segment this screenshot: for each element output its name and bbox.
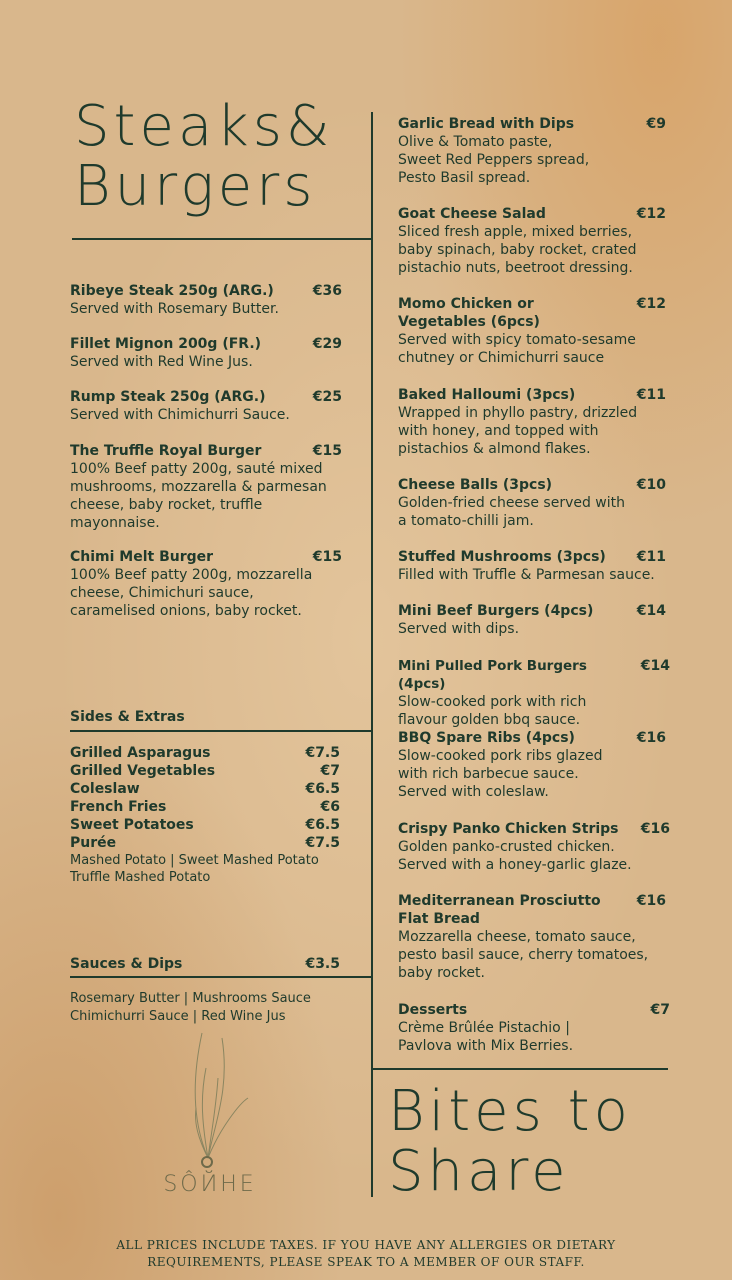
menu-item (398, 548, 666, 584)
item-description: Crème Brûlée Pistachio | Pavlova with Mix Berries. (398, 1020, 574, 1054)
menu-item (398, 657, 670, 729)
item-price: €10 (636, 477, 666, 493)
item-price: €9 (646, 116, 666, 132)
sauces-heading: Sauces & Dips (70, 956, 183, 972)
side-price: €7.5 (305, 745, 340, 761)
menu-item (70, 442, 342, 532)
item-price: €7 (650, 1002, 670, 1018)
footer-line-1: ALL PRICES INCLUDE TAXES. IF YOU HAVE ANY ALLERGIES OR DIETARY (116, 1238, 616, 1252)
bites-divider (372, 1068, 668, 1070)
title-line-1: Bites to (388, 1079, 632, 1144)
item-name: Mini Beef Burgers (4pcs) (398, 603, 594, 619)
menu-item (398, 295, 666, 367)
side-name: Coleslaw (70, 781, 140, 797)
item-description: Filled with Truffle & Parmesan sauce. (398, 567, 655, 583)
item-price: €12 (636, 206, 666, 222)
item-description: Golden-fried cheese served with a tomato-chilli jam. (398, 495, 626, 529)
logo-text: SÔЙHE (163, 1172, 257, 1197)
item-name: Goat Cheese Salad (398, 206, 546, 222)
sauces-list (70, 990, 360, 1026)
menu-item (398, 729, 666, 801)
item-description: Golden panko-crusted chicken. Served with a honey-garlic glaze. (398, 839, 632, 873)
sides-heading: Sides & Extras (70, 709, 185, 725)
sauces-divider (70, 976, 372, 978)
menu-item (398, 1001, 670, 1055)
side-item (70, 816, 340, 834)
menu-item (398, 115, 666, 187)
item-name: Stuffed Mushrooms (3pcs) (398, 549, 606, 565)
side-price: €7 (320, 763, 340, 779)
column-divider (371, 112, 373, 1197)
item-name: Rump Steak 250g (ARG.) (70, 389, 266, 405)
item-price: €15 (312, 549, 342, 565)
side-item (70, 780, 340, 798)
puree-options-1: Mashed Potato | Sweet Mashed Potato (70, 853, 319, 868)
puree-options-2: Truffle Mashed Potato (70, 870, 211, 885)
side-name: French Fries (70, 799, 167, 815)
item-price: €11 (636, 387, 666, 403)
title-line-2: Burgers (74, 154, 317, 219)
menu-item (70, 282, 342, 318)
item-description: Slow-cooked pork ribs glazed with rich barbecue sauce. Served with coleslaw. (398, 748, 603, 800)
item-description: Sliced fresh apple, mixed berries, baby spinach, baby rocket, crated pistachio nuts, beetroot dressing. (398, 224, 637, 276)
sauces-price: €3.5 (305, 956, 340, 972)
menu-item (398, 386, 666, 458)
side-name: Grilled Vegetables (70, 763, 216, 779)
item-description: Served with dips. (398, 621, 520, 637)
sauces-header (70, 955, 340, 973)
item-price: €16 (636, 893, 666, 909)
leaf-icon (160, 1028, 260, 1168)
menu-item (398, 476, 666, 530)
sides-list (70, 744, 340, 886)
item-name: Ribeye Steak 250g (ARG.) (70, 283, 274, 299)
sauces-line-2: Chimichurri Sauce | Red Wine Jus (70, 1009, 286, 1024)
item-name: Momo Chicken or Vegetables (6pcs) (398, 296, 540, 330)
side-name: Grilled Asparagus (70, 745, 211, 761)
item-description: Served with Red Wine Jus. (70, 354, 253, 370)
side-name: Sweet Potatoes (70, 817, 194, 833)
side-price: €7.5 (305, 835, 340, 851)
item-name: Baked Halloumi (3pcs) (398, 387, 576, 403)
menu-item (398, 820, 670, 874)
item-description: Slow-cooked pork with rich flavour golden bbq sauce. (398, 694, 587, 728)
item-name: Mini Pulled Pork Burgers (4pcs) (398, 658, 587, 692)
item-price: €11 (636, 549, 666, 565)
menu-item (398, 602, 666, 638)
menu-item (398, 205, 666, 277)
item-price: €14 (636, 603, 666, 619)
item-description: Served with spicy tomato-sesame chutney or Chimichurri sauce (398, 332, 636, 366)
side-price: €6.5 (305, 817, 340, 833)
item-price: €12 (636, 296, 666, 312)
side-item (70, 798, 340, 816)
footer-line-2: REQUIREMENTS, PLEASE SPEAK TO A MEMBER OF OUR STAFF. (147, 1255, 585, 1269)
title-line-2: Share (388, 1139, 570, 1204)
item-price: €16 (640, 821, 670, 837)
side-name: Purée (70, 835, 117, 851)
menu-item (70, 548, 342, 620)
item-price: €16 (636, 730, 666, 746)
item-name: Mediterranean Prosciutto Flat Bread (398, 893, 601, 927)
side-price: €6 (320, 799, 340, 815)
item-name: Garlic Bread with Dips (398, 116, 575, 132)
side-item (70, 834, 340, 852)
item-name: Cheese Balls (3pcs) (398, 477, 553, 493)
item-name: Crispy Panko Chicken Strips (398, 821, 619, 837)
item-description: 100% Beef patty 200g, sauté mixed mushrooms, mozzarella & parmesan cheese, baby rocket, truffle mayonnaise. (70, 461, 327, 531)
item-name: Fillet Mignon 200g (FR.) (70, 336, 262, 352)
item-name: The Truffle Royal Burger (70, 443, 262, 459)
item-price: €29 (312, 336, 342, 352)
item-name: BBQ Spare Ribs (4pcs) (398, 730, 575, 746)
item-name: Desserts (398, 1002, 468, 1018)
item-description: 100% Beef patty 200g, mozzarella cheese, Chimichuri sauce, caramelised onions, baby rocket. (70, 567, 313, 619)
menu-item (398, 892, 666, 982)
item-description: Served with Rosemary Butter. (70, 301, 279, 317)
item-price: €15 (312, 443, 342, 459)
footer-note (0, 1237, 732, 1271)
menu-item (70, 388, 342, 424)
item-name: Chimi Melt Burger (70, 549, 214, 565)
title-line-1: Steaks& (74, 94, 334, 159)
menu-item (70, 335, 342, 371)
item-description: Mozzarella cheese, tomato sauce, pesto basil sauce, cherry tomatoes, baby rocket. (398, 929, 649, 981)
sides-divider (70, 730, 372, 732)
side-item (70, 762, 340, 780)
item-description: Olive & Tomato paste, Sweet Red Peppers spread, Pesto Basil spread. (398, 134, 590, 186)
item-description: Served with Chimichurri Sauce. (70, 407, 290, 423)
steaks-burgers-title (74, 94, 334, 219)
brand-logo (160, 1028, 260, 1203)
item-price: €25 (312, 389, 342, 405)
side-price: €6.5 (305, 781, 340, 797)
side-item (70, 744, 340, 762)
item-description: Wrapped in phyllo pastry, drizzled with honey, and topped with pistachios & almond flakes. (398, 405, 638, 457)
item-price: €36 (312, 283, 342, 299)
title-divider (72, 238, 372, 240)
sauces-line-1: Rosemary Butter | Mushrooms Sauce (70, 991, 311, 1006)
bites-to-share-title (388, 1079, 632, 1204)
item-price: €14 (640, 658, 670, 674)
